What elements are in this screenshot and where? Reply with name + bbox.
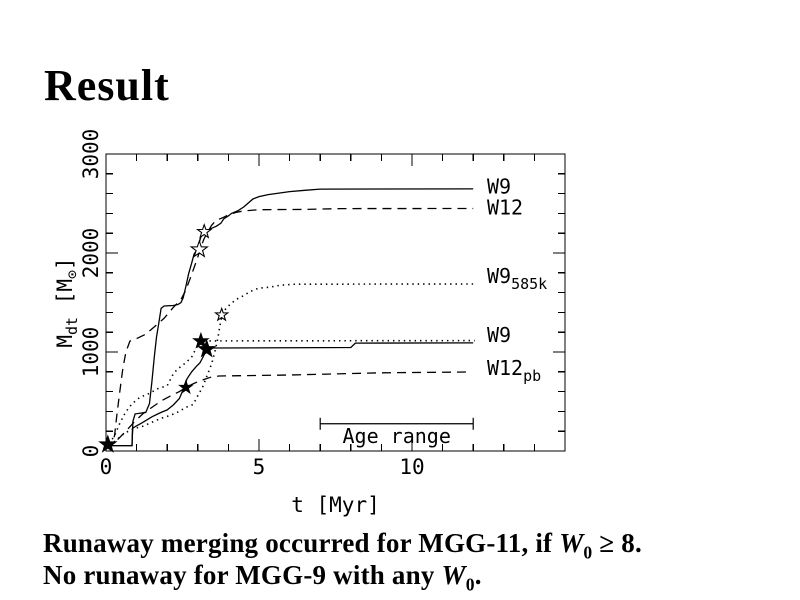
conclusion-line-2 xyxy=(43,559,642,595)
ylabel-text: M xyxy=(53,335,77,348)
y-tick-label: 2000 xyxy=(79,227,103,279)
curve-label-text: W12 xyxy=(486,195,524,220)
y-tick-label: 3000 xyxy=(79,128,103,180)
text-segment: No runaway for MGG-9 with any xyxy=(43,560,442,590)
curve-label-1 xyxy=(487,195,523,219)
x-tick-label: 0 xyxy=(99,455,113,479)
curve-label-text: W9 xyxy=(486,263,512,288)
curve-label-text: W12 xyxy=(486,355,524,380)
open-star-marker xyxy=(216,308,228,320)
y-tick-label: 1000 xyxy=(79,326,103,378)
ylabel-subscript: dt xyxy=(63,316,81,336)
text-segment: . xyxy=(474,560,482,590)
text-segment: W xyxy=(441,560,466,590)
curve-label-3 xyxy=(487,323,511,347)
curve-label-2 xyxy=(487,264,547,293)
curve-label-4 xyxy=(487,356,541,385)
x-tick-label: 10 xyxy=(399,455,425,479)
curve-label-subscript: 585k xyxy=(511,274,548,293)
text-segment: 0 xyxy=(583,542,593,563)
open-star-marker xyxy=(198,225,211,238)
series-line-0 xyxy=(106,189,473,446)
text-segment: ≥ 8. xyxy=(592,528,642,558)
age-range-label: Age range xyxy=(342,423,451,448)
conclusion-line-1 xyxy=(43,527,642,563)
page-title: Result xyxy=(44,61,170,110)
y-axis-title xyxy=(53,257,81,347)
x-axis-title: t [Myr] xyxy=(291,493,380,517)
y-tick-label: 0 xyxy=(79,444,103,458)
curve-label-text: W9 xyxy=(486,174,512,199)
text-segment: 0 xyxy=(465,574,475,595)
text-segment: Runaway merging occurred for MGG-11, if xyxy=(43,528,560,558)
curve-label-text: W9 xyxy=(486,323,512,348)
text-segment: W xyxy=(559,528,584,558)
ylabel-text: [M xyxy=(53,279,77,317)
curve-label-subscript: pb xyxy=(523,366,542,385)
ylabel-subscript: ⊙ xyxy=(63,269,81,280)
conclusion-text xyxy=(43,527,642,595)
ylabel-text: ] xyxy=(53,257,77,270)
x-tick-label: 5 xyxy=(252,455,266,479)
